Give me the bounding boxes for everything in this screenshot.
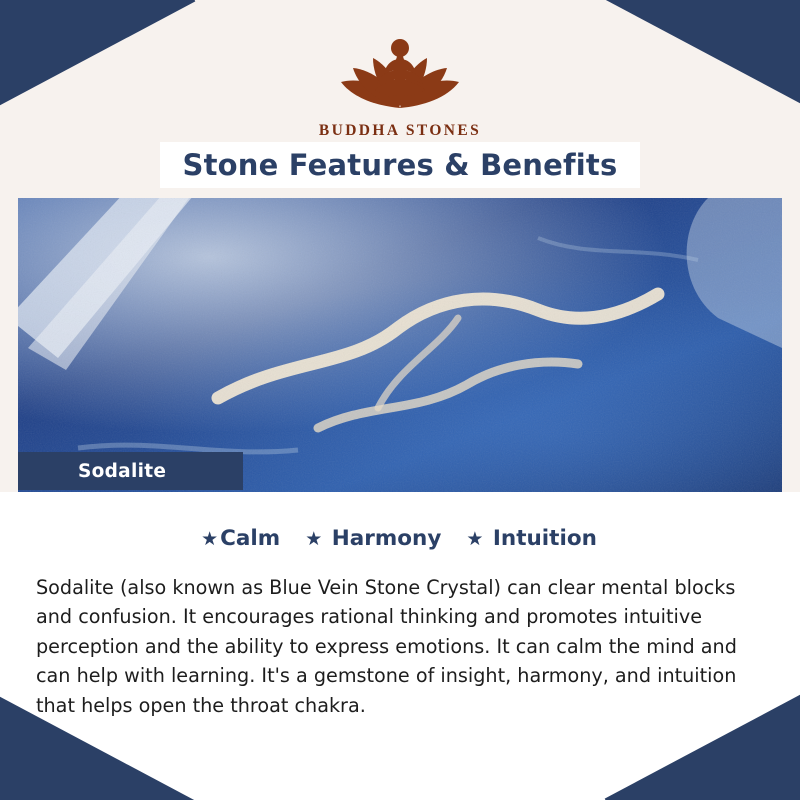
star-icon: ★	[466, 528, 484, 550]
lotus-meditation-icon	[315, 22, 485, 118]
stone-name-badge	[18, 452, 243, 490]
keyword-list	[0, 526, 800, 551]
stone-name-label: Sodalite	[78, 460, 167, 482]
keyword-calm: Calm	[220, 526, 281, 551]
stone-photo	[18, 198, 782, 492]
sodalite-stone-image	[18, 198, 782, 492]
content-section	[0, 492, 800, 800]
page-title: Stone Features & Benefits	[182, 148, 618, 182]
brand-name: BUDDHA STONES	[318, 122, 482, 139]
keyword-harmony: Harmony	[331, 526, 442, 551]
description-text: Sodalite (also known as Blue Vein Stone Crystal) can clear mental blocks and confusion. It encourages rational thinking and promotes intuitive perception and the ability to express emotions. It can calm the mind and can help with learning. It's a gemstone of insight, harmony, and intuition that helps open the throat chakra.	[36, 576, 737, 717]
star-icon: ★	[305, 528, 323, 550]
star-icon: ★	[201, 528, 219, 550]
title-banner	[160, 142, 640, 188]
keyword-intuition: Intuition	[492, 526, 597, 551]
